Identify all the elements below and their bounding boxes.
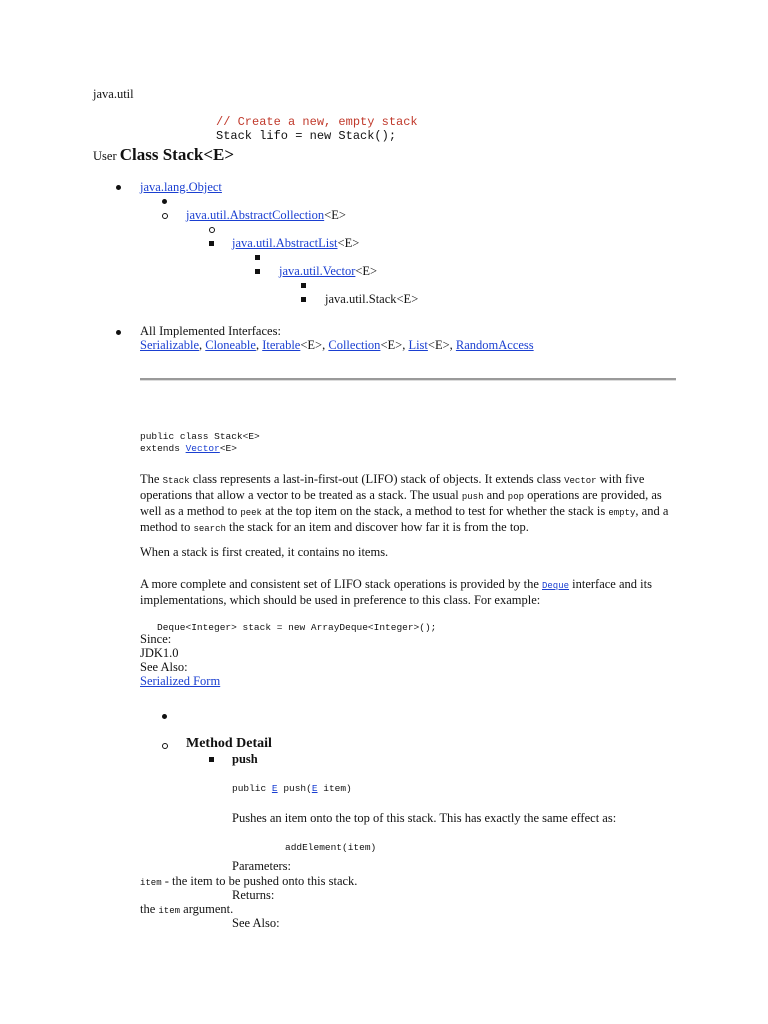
method-see-also-label: See Also: — [232, 916, 280, 930]
bullet-icon — [116, 185, 121, 190]
link-collection[interactable]: Collection — [328, 338, 381, 352]
interfaces-list: Serializable, Cloneable, Iterable<E>, Collection<E>, List<E>, RandomAccess — [140, 338, 534, 352]
link-abstract-collection[interactable]: java.util.AbstractCollection — [186, 208, 325, 222]
hierarchy-abstract-collection: java.util.AbstractCollection<E> — [186, 208, 346, 222]
since-label: Since: — [140, 632, 172, 646]
link-param-type-e[interactable]: E — [311, 783, 318, 794]
square-bullet-icon — [209, 757, 214, 762]
link-abstract-list[interactable]: java.util.AbstractList — [232, 236, 338, 250]
title-prefix: User — [93, 149, 117, 163]
circle-bullet-icon — [162, 213, 168, 219]
link-cloneable[interactable]: Cloneable — [205, 338, 256, 352]
square-bullet-icon — [301, 283, 306, 288]
since-value: JDK1.0 — [140, 646, 179, 660]
returns-label: Returns: — [232, 888, 275, 902]
square-bullet-icon — [255, 255, 260, 260]
see-also-label: See Also: — [140, 660, 188, 674]
class-declaration: public class Stack<E> — [140, 431, 260, 442]
circle-bullet-icon — [162, 743, 168, 749]
link-serialized-form[interactable]: Serialized Form — [140, 674, 221, 688]
parameter-description: item - the item to be pushed onto this stack. — [140, 874, 358, 888]
returns-description: the item argument. — [140, 902, 234, 916]
method-detail-heading: Method Detail — [186, 736, 272, 751]
description-paragraph-2: When a stack is first created, it contains no items. — [140, 545, 389, 559]
interfaces-label: All Implemented Interfaces: — [140, 324, 281, 338]
hierarchy-stack: java.util.Stack<E> — [325, 292, 419, 306]
code-line: Stack lifo = new Stack(); — [216, 129, 397, 143]
parameters-label: Parameters: — [232, 859, 292, 873]
method-signature: public E push(E item) — [232, 783, 352, 794]
bullet-icon — [116, 330, 121, 335]
square-bullet-icon — [209, 241, 214, 246]
method-description: Pushes an item onto the top of this stack. This has exactly the same effect as: — [232, 811, 617, 825]
class-extends: extends Vector<E> — [140, 443, 237, 454]
bullet-icon — [162, 199, 167, 204]
description-paragraph-3: A more complete and consistent set of LIFO stack operations is provided by the Deque interface and its implementations, which should be used in preference to this class. For example: — [140, 577, 652, 607]
class-title: Class Stack<E> — [119, 145, 235, 164]
link-java-lang-object[interactable]: java.lang.Object — [140, 180, 222, 194]
link-list[interactable]: List — [408, 338, 428, 352]
circle-bullet-icon — [209, 227, 215, 233]
link-vector-extends[interactable]: Vector — [185, 443, 220, 454]
link-deque[interactable]: Deque — [542, 581, 570, 591]
hierarchy-abstract-list: java.util.AbstractList<E> — [232, 236, 360, 250]
method-code: addElement(item) — [285, 842, 377, 853]
example-code: Deque<Integer> stack = new ArrayDeque<Integer>(); — [157, 622, 437, 633]
link-serializable[interactable]: Serializable — [140, 338, 199, 352]
link-type-e[interactable]: E — [271, 783, 278, 794]
method-name: push — [232, 752, 258, 766]
description-paragraph: The Stack class represents a last-in-first-out (LIFO) stack of objects. It extends class Vector with five operations that allow a vector to be treated as a stack. The usual push and pop operations are provided, as well as a method to peek at the top item on the stack, a method to test for whether the stack is empty, and a method to search the stack for an item and discover how far it is from the top. — [140, 472, 669, 534]
hierarchy-vector: java.util.Vector<E> — [279, 264, 378, 278]
code-comment: // Create a new, empty stack — [216, 115, 418, 129]
bullet-icon — [162, 714, 167, 719]
square-bullet-icon — [255, 269, 260, 274]
link-random-access[interactable]: RandomAccess — [455, 338, 534, 352]
divider — [140, 378, 676, 381]
link-vector[interactable]: java.util.Vector — [279, 264, 356, 278]
package-name: java.util — [93, 87, 134, 101]
square-bullet-icon — [301, 297, 306, 302]
page-title — [93, 145, 234, 165]
link-iterable[interactable]: Iterable — [262, 338, 301, 352]
